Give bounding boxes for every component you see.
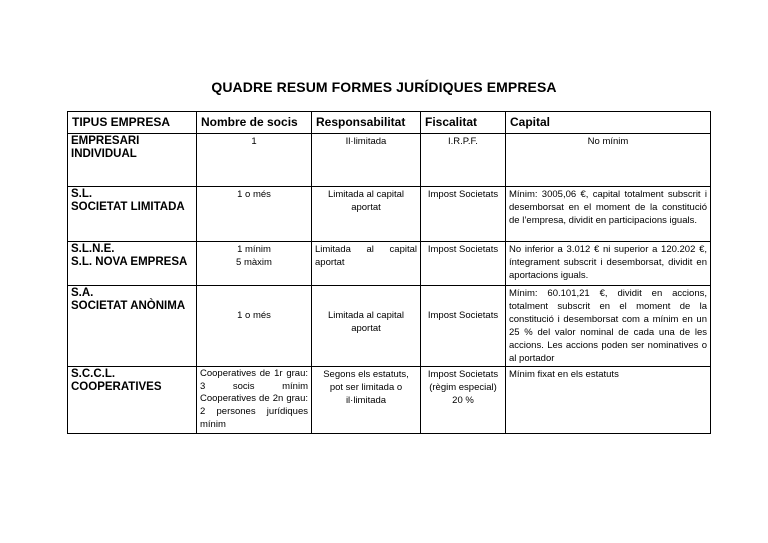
socis-line2: 5 màxim	[236, 257, 272, 268]
cell-socis: 1	[197, 134, 312, 187]
resp-line2: pot ser limitada o	[329, 382, 403, 393]
cell-socis: Cooperatives de 1r grau: 3 socis mínim Cooperatives de 2n grau: 2 persones jurídiques mínim	[197, 367, 312, 434]
cell-tipus	[68, 367, 197, 434]
cell-tipus	[68, 286, 197, 367]
cell-tipus	[68, 134, 197, 187]
cell-responsabilitat	[312, 242, 421, 286]
table-row	[68, 134, 711, 187]
fisc-line2: (règim especial)	[429, 382, 497, 393]
resp-line2: aportat	[351, 323, 381, 334]
table-header-row	[68, 112, 711, 134]
tipus-line1: S.A.	[71, 287, 94, 299]
resp-line2: aportat	[351, 202, 381, 213]
cell-capital: Mínim: 60.101,21 €, dividit en accions, totalment subscrit en el moment de la constitució i desemborsat com a mínim en un 25 % del valor nominal de cada una de les accions. Les accions poden ser nominatives o al portador	[506, 286, 711, 367]
cell-responsabilitat	[312, 187, 421, 242]
page-title: QUADRE RESUM FORMES JURÍDIQUES EMPRESA	[211, 79, 557, 95]
tipus-line1: S.L.	[71, 188, 93, 200]
cell-tipus	[68, 242, 197, 286]
cell-responsabilitat	[312, 367, 421, 434]
table-row	[68, 242, 711, 286]
resp-line2: aportat	[315, 257, 345, 268]
cell-fiscalitat	[421, 367, 506, 434]
resp-line1: Limitada al capital	[327, 310, 405, 321]
resp-line1: Limitada al capital	[315, 244, 417, 255]
cell-fiscalitat: Impost Societats	[421, 187, 506, 242]
table-row	[68, 367, 711, 434]
tipus-line2: S.L. NOVA EMPRESA	[71, 256, 188, 268]
table-row	[68, 187, 711, 242]
fisc-line3: 20 %	[452, 395, 474, 406]
tipus-line2: SOCIETAT LIMITADA	[71, 201, 185, 213]
header-fiscalitat: Fiscalitat	[421, 112, 506, 134]
fisc-line1: Impost Societats	[427, 369, 499, 380]
cell-fiscalitat: I.R.P.F.	[421, 134, 506, 187]
table-row	[68, 286, 711, 367]
header-capital: Capital	[506, 112, 711, 134]
header-socis: Nombre de socis	[197, 112, 312, 134]
cell-capital: Mínim fixat en els estatuts	[506, 367, 711, 434]
cell-capital: No mínim	[506, 134, 711, 187]
cell-responsabilitat	[312, 286, 421, 367]
cell-socis: 1 o més	[197, 286, 312, 367]
cell-capital: Mínim: 3005,06 €, capital totalment subscrit i desemborsat en el moment de la constitució de l’empresa, dividit en participacions iguals.	[506, 187, 711, 242]
cell-tipus	[68, 187, 197, 242]
tipus-line1: S.L.N.E.	[71, 243, 115, 255]
cell-fiscalitat: Impost Societats	[421, 286, 506, 367]
header-tipus: TIPUS EMPRESA	[68, 112, 197, 134]
tipus-line2: COOPERATIVES	[71, 381, 162, 393]
cell-fiscalitat: Impost Societats	[421, 242, 506, 286]
tipus-line1: EMPRESARI	[71, 135, 140, 147]
header-responsabilitat: Responsabilitat	[312, 112, 421, 134]
resp-line1: Segons els estatuts,	[323, 369, 409, 380]
cell-responsabilitat: Il·limitada	[312, 134, 421, 187]
tipus-line2: INDIVIDUAL	[71, 148, 137, 160]
resp-line3: il·limitada	[345, 395, 387, 406]
cell-socis: 1 o més	[197, 187, 312, 242]
tipus-line2: SOCIETAT ANÒNIMA	[71, 300, 186, 312]
cell-socis	[197, 242, 312, 286]
tipus-line1: S.C.C.L.	[71, 368, 116, 380]
resp-line1: Limitada al capital	[327, 189, 405, 200]
cell-capital: No inferior a 3.012 € ni superior a 120.202 €, íntegrament subscrit i desemborsat, dividit en aportacions iguals.	[506, 242, 711, 286]
legal-forms-table	[67, 111, 711, 434]
socis-line1: 1 mínim	[237, 244, 271, 255]
